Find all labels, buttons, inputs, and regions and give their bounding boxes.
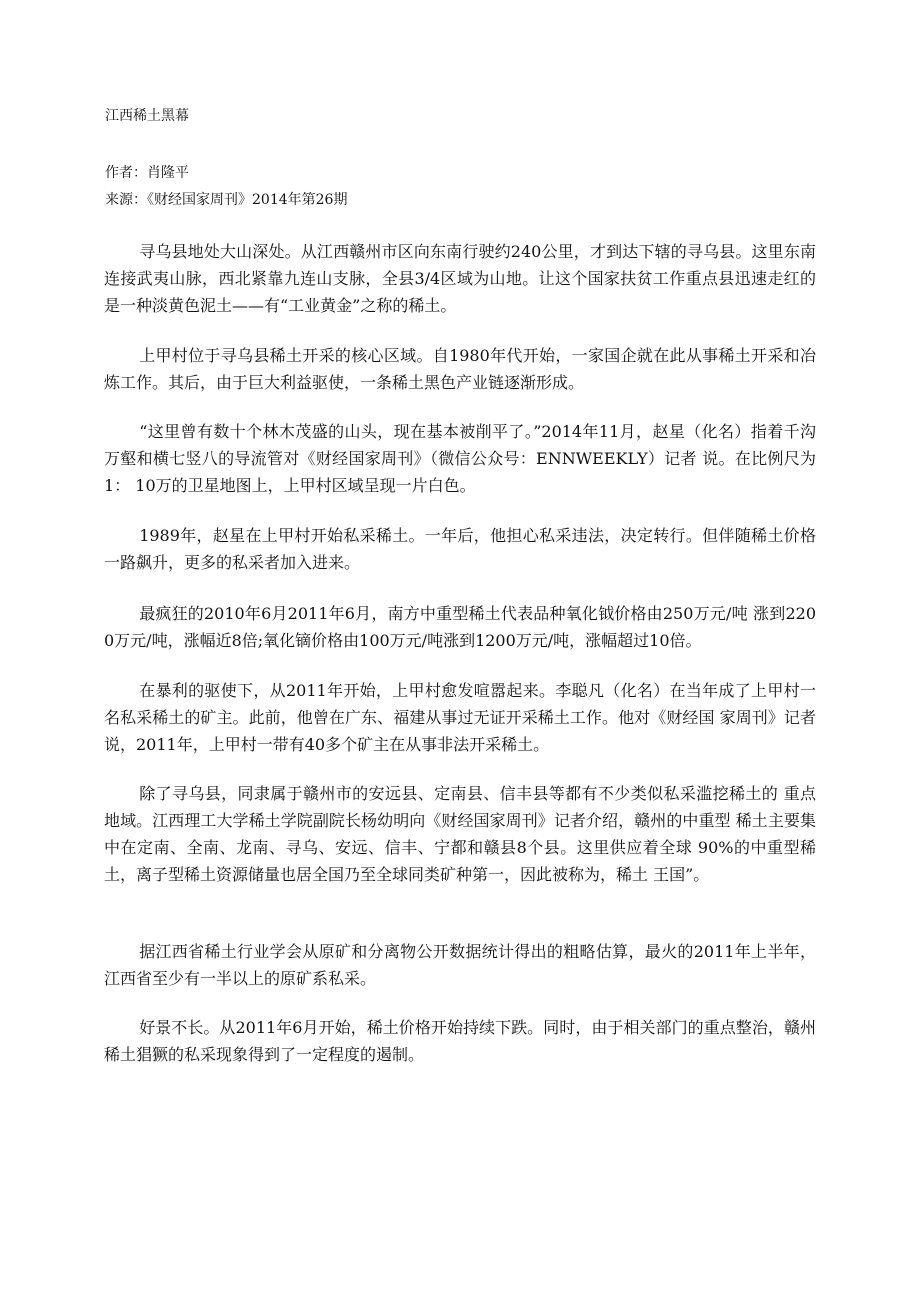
paragraph: 最疯狂的2010年6月2011年6月，南方中重型稀土代表品种氧化钺价格由250万元/吨 涨到2200万元/吨，涨幅近8倍;氧化镝价格由100万元/吨涨到1200万元/吨，涨幅超过10倍。 [104,604,816,650]
paragraph: 据江西省稀土行业学会从原矿和分离物公开数据统计得出的粗略估算，最火的2011年上半年，江西省至少有一半以上的原矿系私采。 [104,942,816,988]
document-title: 江西稀土黑幕 [105,108,189,124]
paragraph: 除了寻乌县，同隶属于赣州市的安远县、定南县、信丰县等都有不少类似私采滥挖稀土的 重点地域。江西理工大学稀土学院副院长杨幼明向《财经国家周刊》记者介绍，赣州的中重型 稀土主要集中在定南、全南、龙南、寻乌、安远、信丰、宁都和赣县8个县。这里供应着全球 90%的中重型稀土，离子型稀土资源储量也居全国乃至全球同类矿种第一，因此被称为，稀土 王国”。 [104,784,816,884]
paragraph: 在暴利的驱使下，从2011年开始，上甲村愈发喧嚣起来。李聪凡（化名）在当年成了上甲村一名私采稀土的矿主。此前，他曾在广东、福建从事过无证开采稀土工作。他对《财经国 家周刊》记者说，2011年，上甲村一带有40多个矿主在从事非法开采稀土。 [104,681,816,754]
source-line: 来源：《财经国家周刊》2014年第26期 [105,192,348,208]
paragraph: 1989年，赵星在上甲村开始私采稀土。一年后，他担心私采违法，决定转行。但伴随稀土价格一路飙升，更多的私采者加入进来。 [104,526,816,572]
paragraph: “这里曾有数十个林木茂盛的山头，现在基本被削平了。”2014年11月，赵星（化名）指着千沟万壑和横七竖八的导流管对《财经国家周刊》（微信公众号：ENNWEEKLY）记者 说。在比例尺为1： 10万的卫星地图上，上甲村区域呈现一片白色。 [104,422,816,495]
paragraph: 好景不长。从2011年6月开始，稀土价格开始持续下跌。同时，由于相关部门的重点整治，赣州稀土猖獗的私采现象得到了一定程度的遏制。 [104,1018,816,1064]
paragraph: 上甲村位于寻乌县稀土开采的核心区域。自1980年代开始，一家国企就在此从事稀土开采和冶炼工作。其后，由于巨大利益驱使，一条稀土黑色产业链逐渐形成。 [104,346,816,392]
paragraph: 寻乌县地处大山深处。从江西赣州市区向东南行驶约240公里，才到达下辖的寻乌县。这里东南连接武夷山脉，西北紧靠九连山支脉，全县3/4区域为山地。让这个国家扶贫工作重点县迅速走红的是一种淡黄色泥土——有“工业黄金”之称的稀土。 [104,242,816,315]
author-line: 作者：肖隆平 [105,165,189,181]
